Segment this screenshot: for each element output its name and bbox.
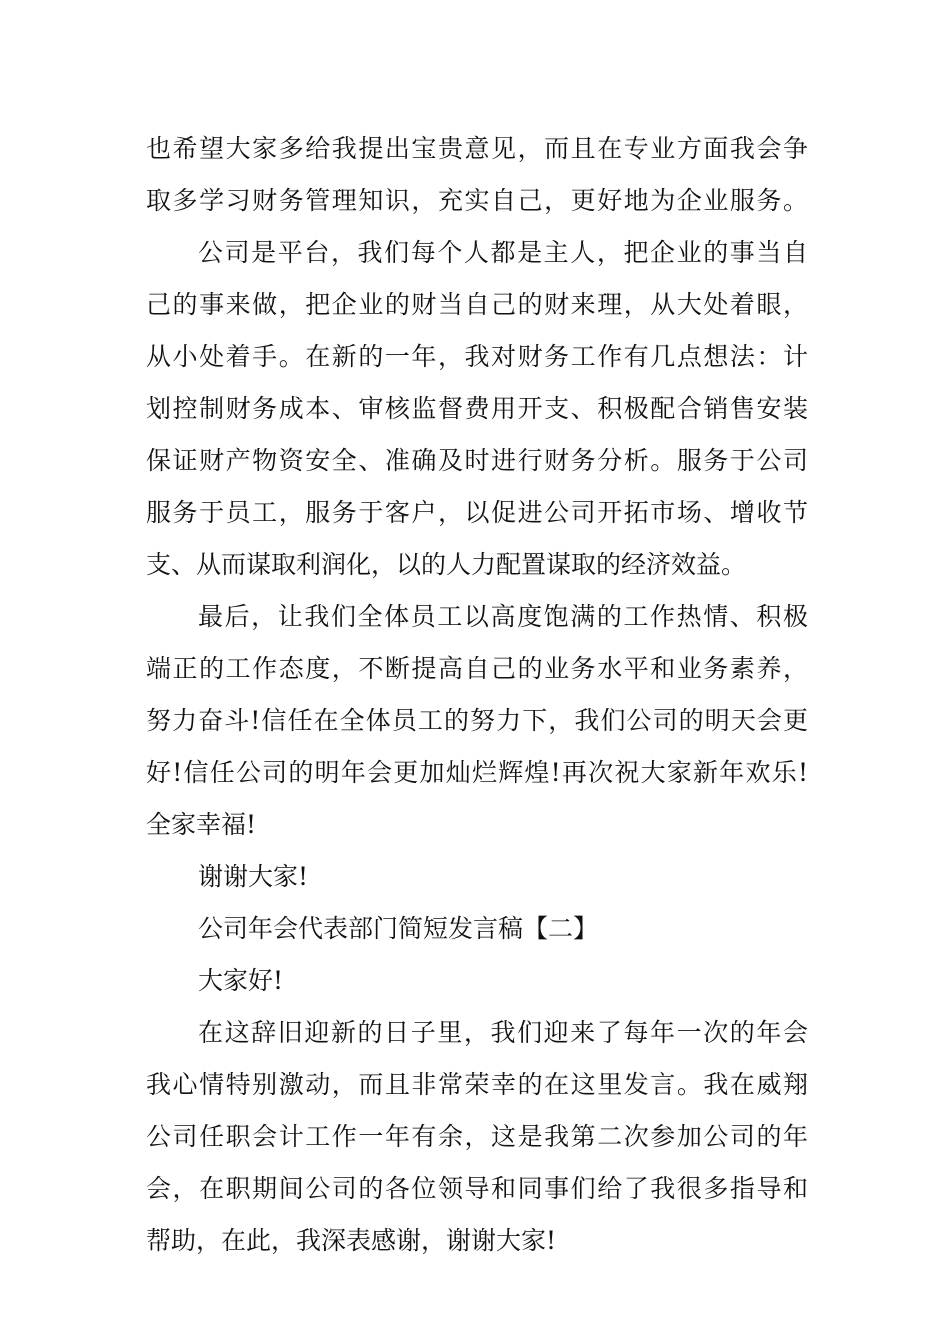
text-line: 取多学习财务管理知识，充实自己，更好地为企业服务。 (146, 186, 808, 215)
thanks-line: 谢谢大家! (198, 862, 309, 891)
text-line: 划控制财务成本、审核监督费用开支、积极配合销售安装 (146, 394, 808, 423)
text-line: 好!信任公司的明年会更加灿烂辉煌!再次祝大家新年欢乐! (146, 758, 808, 787)
paragraph-first-line: 在这辞旧迎新的日子里，我们迎来了每年一次的年会 (198, 1018, 808, 1047)
document-body (146, 123, 808, 1267)
text-line: 公司任职会计工作一年有余，这是我第二次参加公司的年 (146, 1122, 808, 1151)
text-line: 服务于员工，服务于客户，以促进公司开拓市场、增收节 (146, 498, 808, 527)
text-line: 支、从而谋取利润化，以的人力配置谋取的经济效益。 (146, 550, 747, 579)
text-line: 努力奋斗!信任在全体员工的努力下，我们公司的明天会更 (146, 706, 808, 735)
section-title: 公司年会代表部门简短发言稿【二】 (198, 914, 599, 943)
text-line: 我心情特别激动，而且非常荣幸的在这里发言。我在威翔 (146, 1070, 808, 1099)
text-line: 帮助，在此，我深表感谢，谢谢大家! (146, 1226, 557, 1255)
text-line: 全家幸福! (146, 810, 257, 839)
text-line: 也希望大家多给我提出宝贵意见，而且在专业方面我会争 (146, 134, 808, 163)
paragraph-first-line: 最后，让我们全体员工以高度饱满的工作热情、积极 (198, 602, 808, 631)
text-line: 保证财产物资安全、准确及时进行财务分析。服务于公司 (146, 446, 808, 475)
text-line: 会，在职期间公司的各位领导和同事们给了我很多指导和 (146, 1174, 808, 1203)
text-line: 己的事来做，把企业的财当自己的财来理，从大处着眼， (146, 290, 808, 319)
text-line: 端正的工作态度，不断提高自己的业务水平和业务素养， (146, 654, 808, 683)
paragraph-first-line: 公司是平台，我们每个人都是主人，把企业的事当自 (198, 238, 808, 267)
greeting-line: 大家好! (198, 966, 284, 995)
text-line: 从小处着手。在新的一年，我对财务工作有几点想法：计 (146, 342, 808, 371)
